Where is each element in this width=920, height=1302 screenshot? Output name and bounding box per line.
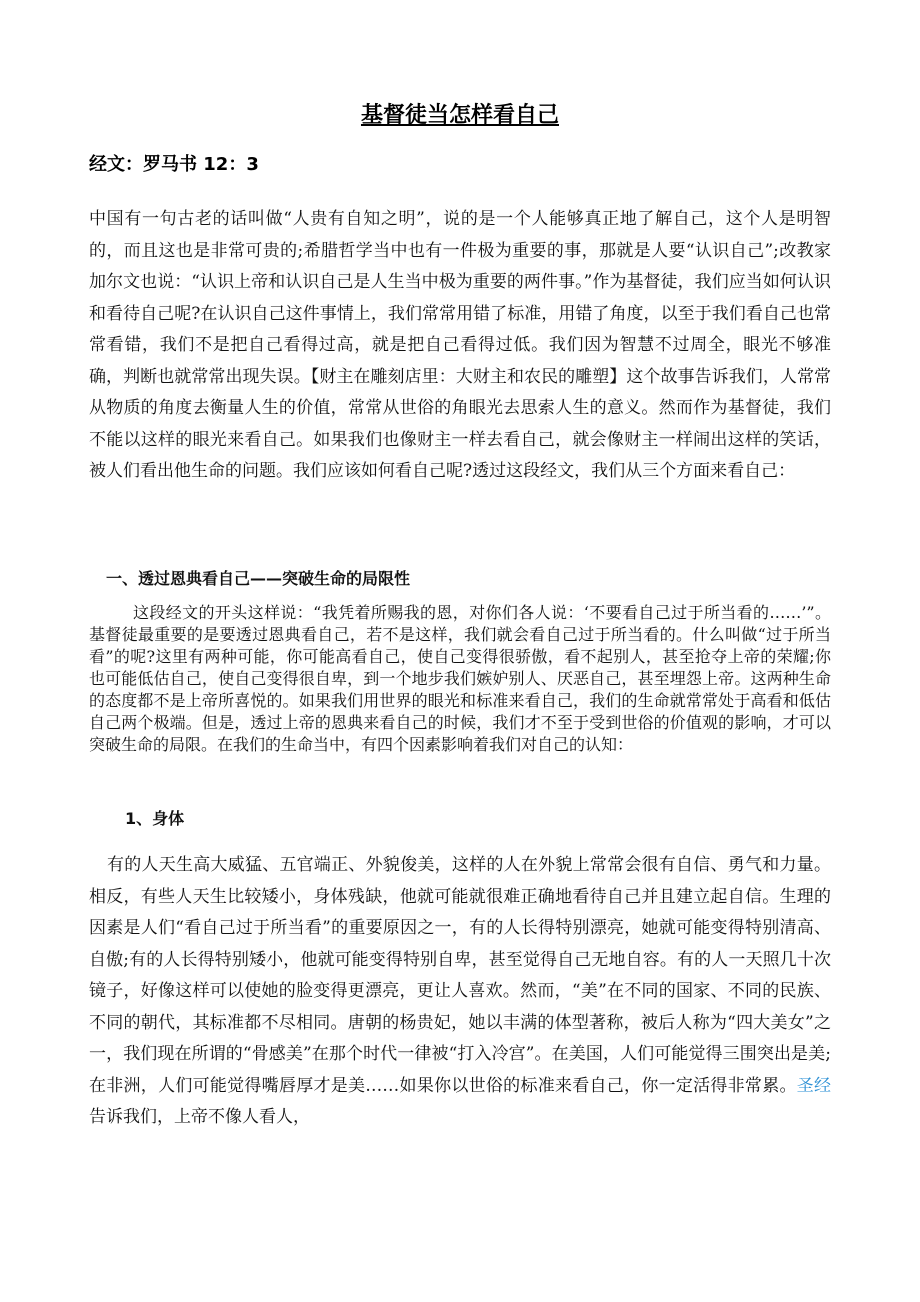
scripture-reference: 经文：罗马书 12：3	[89, 154, 259, 175]
section-heading: 一、透过恩典看自己——突破生命的局限性	[106, 569, 411, 588]
section-paragraph: 这段经文的开头这样说：“我凭着所赐我的恩，对你们各人说：‘不要看自己过于所当看的……’”。基督徒最重要的是要透过恩典看自己，若不是这样，我们就会看自己过于所当看的。什么叫做“过于所当看”的呢?这里有两种可能，你可能高看自己，使自己变得很骄傲，看不起别人，甚至抢夺上帝的荣耀;你也可能低估自己，使自己变得很自卑，到一个地步我们嫉妒别人、厌恶自己，甚至埋怨上帝。这两种生命的态度都不是上帝所喜悦的。如果我们用世界的眼光和标准来看自己，我们的生命就常常处于高看和低估自己两个极端。但是，透过上帝的恩典来看自己的时候，我们才不至于受到世俗的价值观的影响，才可以突破生命的局限。在我们的生命当中，有四个因素影响着我们对自己的认知：	[89, 603, 831, 754]
bible-link[interactable]: 圣经	[796, 1075, 832, 1096]
paragraph-text-continued: 告诉我们，上帝不像人看人，	[89, 1107, 310, 1127]
intro-paragraph: 中国有一句古老的话叫做“人贵有自知之明”，说的是一个人能够真正地了解自己，这个人是明智的，而且这也是非常可贵的;希腊哲学当中也有一件极为重要的事，那就是人要“认识自己”;改教家加尔文也说：“认识上帝和认识自己是人生当中极为重要的两件事。”作为基督徒，我们应当如何认识和看待自己呢?在认识自己这件事情上，我们常常用错了标准，用错了角度，以至于我们看自己也常常看错，我们不是把自己看得过高，就是把自己看得过低。我们因为智慧不过周全，眼光不够准确，判断也就常常出现失误。【财主在雕刻店里：大财主和农民的雕塑】这个故事告诉我们，人常常从物质的角度去衡量人生的价值，常常从世俗的角眼光去思索人生的意义。然而作为基督徒，我们不能以这样的眼光来看自己。如果我们也像财主一样去看自己，就会像财主一样闹出这样的笑话，被人们看出他生命的问题。我们应该如何看自己呢?透过这段经文，我们从三个方面来看自己：	[89, 209, 831, 481]
subsection-heading: 1、身体	[125, 809, 185, 828]
document-title: 基督徒当怎样看自己	[360, 103, 559, 128]
paragraph-text: 有的人天生高大威猛、五官端正、外貌俊美，这样的人在外貌上常常会很有自信、勇气和力量。相反，有些人天生比较矮小，身体残缺，他就可能就很难正确地看待自己并且建立起自信。生理的因素是人们“看自己过于所当看”的重要原因之一，有的人长得特别漂亮，她就可能变得特别清高、自傲;有的人长得特别矮小，他就可能变得特别自卑，甚至觉得自己无地自容。有的人一天照几十次镜子，好像这样可以使她的脸变得更漂亮，更让人喜欢。然而，“美”在不同的国家、不同的民族、不同的朝代，其标准都不尽相同。唐朝的杨贵妃，她以丰满的体型著称，被后人称为“四大美女”之一，我们现在所谓的“骨感美”在那个时代一律被“打入冷宫”。在美国，人们可能觉得三围突出是美;在非洲，人们可能觉得嘴唇厚才是美……如果你以世俗的标准来看自己，你一定活得非常累。	[89, 855, 831, 1096]
subsection-paragraph	[89, 850, 831, 1134]
